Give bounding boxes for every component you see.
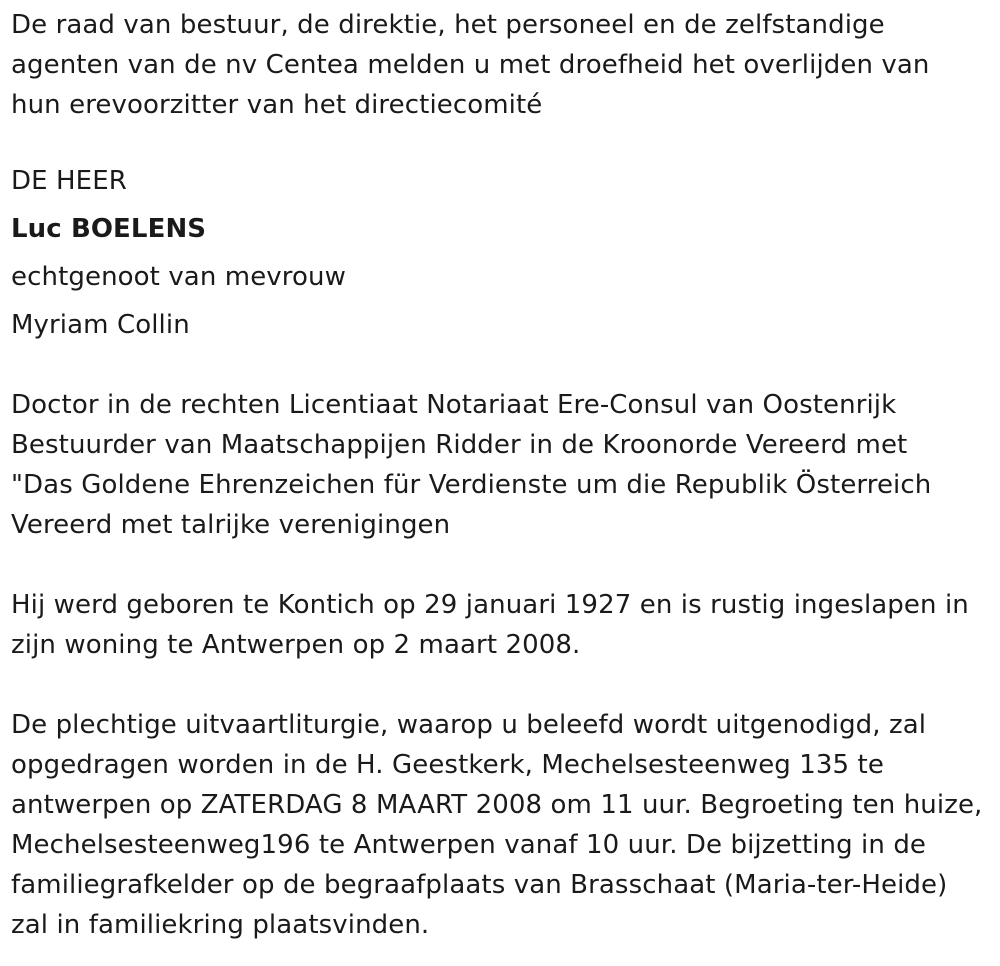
intro-paragraph: De raad van bestuur, de direktie, het personeel en de zelfstandige agenten van de nv Centea melden u met droefheid het overlijden van hun erevoorzitter van het directiecomité (11, 10, 930, 120)
honorific: DE HEER (11, 166, 127, 196)
titles-paragraph: Doctor in de rechten Licentiaat Notariaat Ere-Consul van Oostenrijk Bestuurder van Maatschappijen Ridder in de Kroonorde Vereerd met "Das Goldene Ehrenzeichen für Verdienste um die Republik Österreich Vereerd met talrijke verenigingen (11, 390, 932, 540)
birth-death-paragraph: Hij werd geboren te Kontich op 29 januari 1927 en is rustig ingeslapen in zijn woning te Antwerpen op 2 maart 2008. (11, 590, 969, 660)
deceased-block (11, 157, 1000, 349)
spacer (11, 665, 1000, 705)
deceased-name: Luc BOELENS (11, 214, 207, 244)
spacer (11, 349, 1000, 385)
spouse-name: Myriam Collin (11, 310, 190, 340)
spouse-label: echtgenoot van mevrouw (11, 262, 346, 292)
spacer (11, 545, 1000, 585)
funeral-paragraph: De plechtige uitvaartliturgie, waarop u beleefd wordt uitgenodigd, zal opgedragen worden in de H. Geestkerk, Mechelsesteenweg 135 te antwerpen op ZATERDAG 8 MAART 2008 om 11 uur. Begroeting ten huize, Mechelsesteenweg196 te Antwerpen vanaf 10 uur. De bijzetting in de familiegrafkelder op de begraafplaats van Brasschaat (Maria-ter-Heide) zal in familiekring plaatsvinden. (11, 710, 983, 940)
